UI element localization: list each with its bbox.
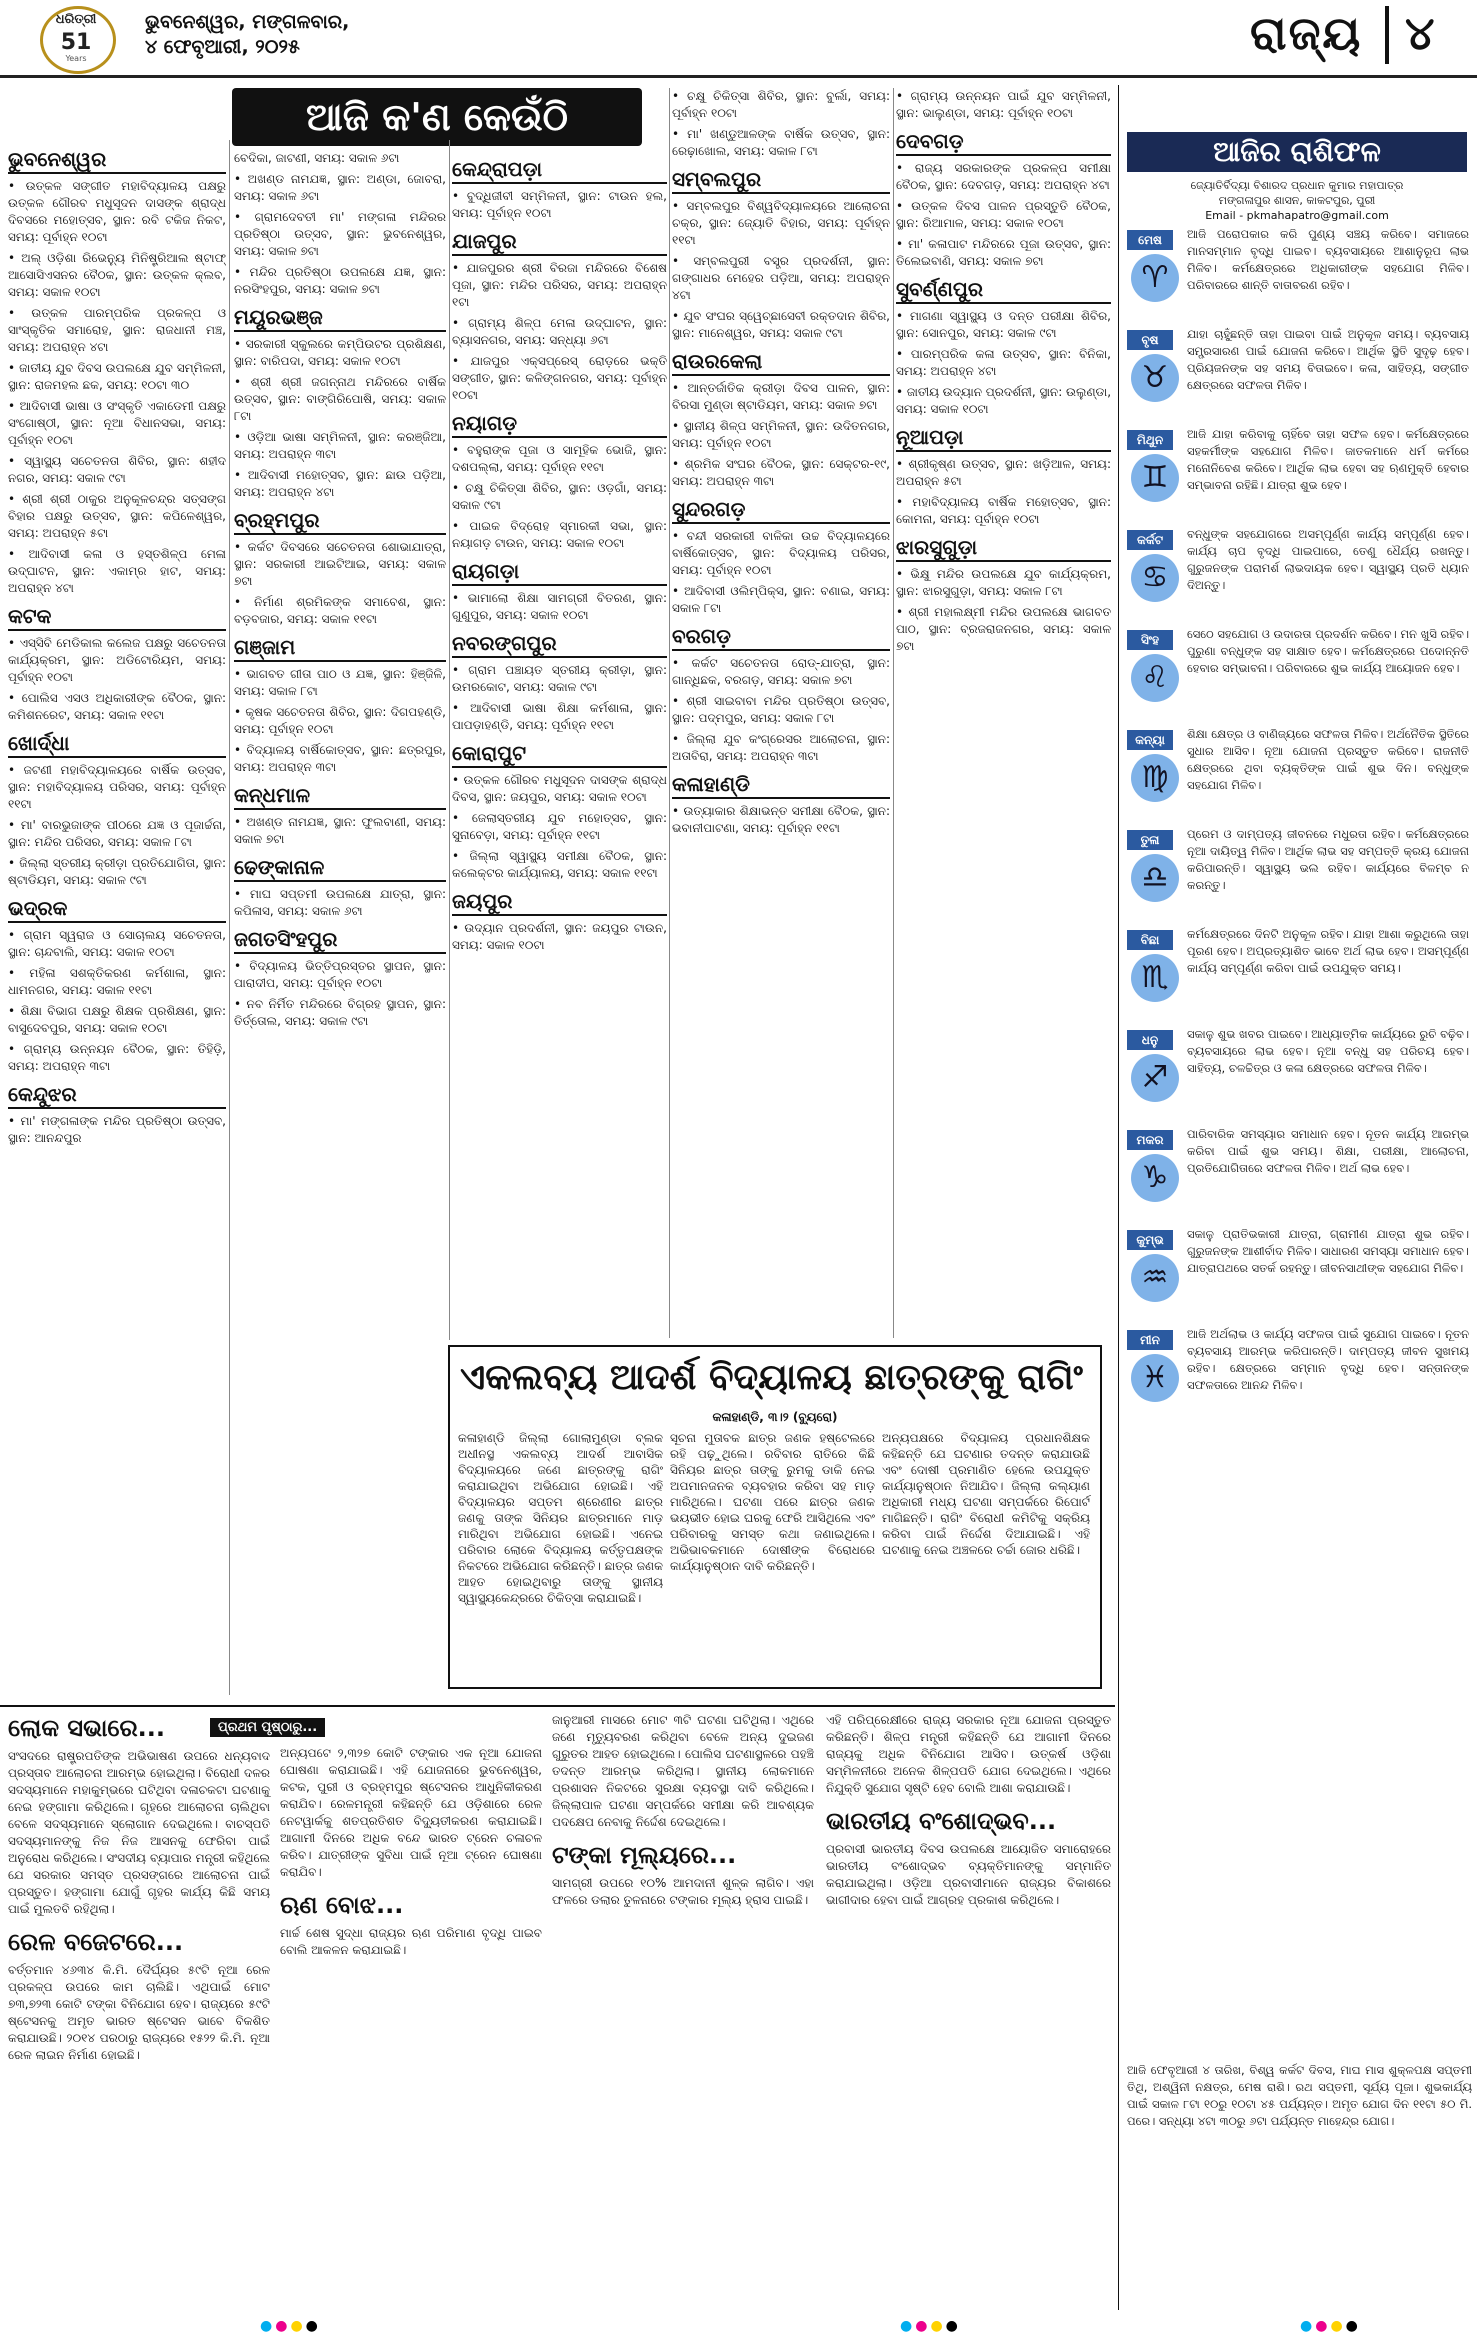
rashi-name: ମକର xyxy=(1127,1130,1173,1150)
event-item: • ଉଦ୍ୟାନ ପ୍ରଦର୍ଶନୀ, ସ୍ଥାନ: ଜୟପୁର ଟାଉନ, ସମୟ: ସକାଳ ୧୦ଟା xyxy=(452,921,667,952)
rashi-entry xyxy=(1127,1022,1472,1122)
event-item: • ପାରମ୍ପରିକ କଳା ଉତ୍ସବ, ସ୍ଥାନ: ବିନିକା, ସମୟ: ଅପରାହ୍ନ ୪ଟା xyxy=(896,347,1111,378)
section-rule xyxy=(0,1705,1115,1707)
logo-years-label: Years xyxy=(65,54,87,63)
event-item: • ଉତ୍କଳ ପାରମ୍ପରିକ ପ୍ରକଳ୍ପ ଓ ସାଂସ୍କୃତିକ ସମାରୋହ, ସ୍ଥାନ: ରାଜଧାନୀ ମଞ୍ଚ, ସମୟ: ଅପରାହ୍ନ ୪ଟା xyxy=(8,306,226,354)
logo-anniversary-number: 51 xyxy=(60,30,92,55)
zodiac-icon: ♐ xyxy=(1131,1054,1179,1102)
event-item: • ମା' କଳାପାଟ ମନ୍ଦିରରେ ପୂଜା ଉତ୍ସବ, ସ୍ଥାନ: ତିଲେଇବାଣି, ସମୟ: ସକାଳ ୭ଟା xyxy=(896,237,1111,268)
event-item: • ଯୁବ ସଂଘର ସ୍ୱେଚ୍ଛାସେବୀ ରକ୍ତଦାନ ଶିବିର, ସ୍ଥାନ: ମାନେଶ୍ୱର, ସମୟ: ସକାଳ ୯ଟା xyxy=(672,309,890,340)
rashifal-author xyxy=(1127,178,1467,223)
bharatiya-headline: ଭାରତୀୟ ବଂଶୋଦ୍ଭବ... xyxy=(826,1807,1057,1835)
event-item: • ନବ ନିର୍ମିତ ମନ୍ଦିରରେ ବିଗ୍ରହ ସ୍ଥାପନ, ସ୍ଥାନ: ତିର୍ତ୍ତୋଲ, ସମୟ: ସକାଳ ୯ଟା xyxy=(234,997,446,1028)
event-item: • ସ୍ୱାସ୍ଥ୍ୟ ସଚେତନତା ଶିବିର, ସ୍ଥାନ: ଶହୀଦ ନଗର, ସମୟ: ସକାଳ ୯ଟା xyxy=(8,454,226,485)
rashi-name: ଧନୁ xyxy=(1127,1030,1173,1050)
rashi-entry xyxy=(1127,422,1472,522)
newspaper-logo xyxy=(22,6,130,68)
column-divider xyxy=(1118,85,1119,2310)
event-item: • କର୍କଟ ସଚେତନତା ରୋଡ୍‌-ଯାତ୍ରା, ସ୍ଥାନ: ଗାନ୍ଧିଛକ, ବରଗଡ଼, ସମୟ: ସକାଳ ୭ଟା xyxy=(672,656,890,687)
event-item: • ଜଟଣୀ ମହାବିଦ୍ୟାଳୟରେ ବାର୍ଷିକ ଉତ୍ସବ, ସ୍ଥାନ: ମହାବିଦ୍ୟାଳୟ ପରିସର, ସମୟ: ପୂର୍ବାହ୍ନ ୧୧ଟା xyxy=(8,763,226,811)
rashi-entry xyxy=(1127,322,1472,422)
event-item: • ଆଦିବାସୀ କଳା ଓ ହସ୍ତଶିଳ୍ପ ମେଳା ଉଦ୍‌ଘାଟନ, ସ୍ଥାନ: ଏକାମ୍ର ହାଟ, ସମୟ: ଅପରାହ୍ନ ୪ଟା xyxy=(8,547,226,595)
event-item: • ଉତ୍ୟାକାର ଶିକ୍ଷାଭନ୍ତ ସମୀକ୍ଷା ବୈଠକ, ସ୍ଥାନ: ଭବାନୀପାଟଣା, ସମୟ: ପୂର୍ବାହ୍ନ ୧୧ଟା xyxy=(672,804,890,835)
district-heading: କଟକ xyxy=(8,603,226,631)
event-item: • ଭାମାଲୋ ଶିକ୍ଷା ସାମଗ୍ରୀ ବିତରଣ, ସ୍ଥାନ: ଗୁଣୁପୁର, ସମୟ: ସକାଳ ୧୦ଟା xyxy=(452,591,667,622)
event-item: • ବିଦ୍ୟାଳୟ ଭିତ୍ତିପ୍ରସ୍ତର ସ୍ଥାପନ, ସ୍ଥାନ: ପାରାଦୀପ, ସମୟ: ପୂର୍ବାହ୍ନ ୧୦ଟା xyxy=(234,959,446,990)
rashi-name: କର୍କଟ xyxy=(1127,530,1173,550)
events-column-3 xyxy=(452,150,667,958)
zodiac-icon: ♈ xyxy=(1131,254,1179,302)
event-item: • ଯାଜପୁର ଏକ୍ସପ୍ରେସ୍‌ ରୋଡ଼ରେ ଭକ୍ତି ସଙ୍ଗୀତ, ସ୍ଥାନ: କଳିଙ୍ଗନଗର, ସମୟ: ପୂର୍ବାହ୍ନ ୧୦ଟା xyxy=(452,354,667,402)
event-item: • ବନ୍ଦୀ ସରକାରୀ ବାଳିକା ଉଚ୍ଚ ବିଦ୍ୟାଳୟରେ ବାର୍ଷିକୋତ୍ସବ, ସ୍ଥାନ: ବିଦ୍ୟାଳୟ ପରିସର, ସମୟ: ପୂର୍ବାହ୍ନ ୧୦ଟା xyxy=(672,529,890,577)
event-item: • ଭାଗବତ ଗୀତା ପାଠ ଓ ଯଜ୍ଞ, ସ୍ଥାନ: ହିଞ୍ଜିଳି, ସମୟ: ସକାଳ ୮ଟା xyxy=(234,667,446,698)
event-item: • ମହାବିଦ୍ୟାଳୟ ବାର୍ଷିକ ମହୋତ୍ସବ, ସ୍ଥାନ: କୋମନା, ସମୟ: ପୂର୍ବାହ୍ନ ୧୦ଟା xyxy=(896,495,1111,526)
district-heading: ଗଞ୍ଜାମ xyxy=(234,634,446,662)
tanka-headline: ଟଙ୍କା ମୂଲ୍ୟରେ... xyxy=(552,1841,737,1869)
district-heading: ନୟାଗଡ଼ xyxy=(452,410,667,438)
event-item: • ସମ୍ବଲପୁରୀ ବସ୍ତ୍ର ପ୍ରଦର୍ଶନୀ, ସ୍ଥାନ: ଗଙ୍ଗାଧର ମେହେର ପଡ଼ିଆ, ସମୟ: ଅପରାହ୍ନ ୪ଟା xyxy=(672,254,890,302)
rashi-text: ପାରିବାରିକ ସମସ୍ୟାର ସମାଧାନ ହେବ। ନୂତନ କାର୍ଯ୍ୟ ଆରମ୍ଭ କରିବା ପାଇଁ ଶୁଭ ସମୟ। ଶିକ୍ଷା, ପରୀକ୍ଷା, ଆଲୋଚନା, ପ୍ରତିଯୋଗିତାରେ ସଫଳତା ମିଳିବ। ଅର୍ଥ ଲାଭ ହେବ। xyxy=(1187,1127,1469,1175)
lok-sabha-headline: ଲୋକ ସଭାରେ... xyxy=(8,1714,166,1742)
zodiac-icon: ♒ xyxy=(1131,1254,1179,1302)
district-heading: ସୁନ୍ଦରଗଡ଼ xyxy=(672,496,890,524)
event-item: • ଆଦିବାସୀ ମହୋତ୍ସବ, ସ୍ଥାନ: ଛାଉ ପଡ଼ିଆ, ସମୟ: ଅପରାହ୍ନ ୪ଟା xyxy=(234,468,446,499)
event-item: • ଓଡ଼ିଆ ଭାଷା ସମ୍ମିଳନୀ, ସ୍ଥାନ: କରଞ୍ଜିଆ, ସମୟ: ଅପରାହ୍ନ ୩ଟା xyxy=(234,430,446,461)
district-heading: ଯାଜପୁର xyxy=(452,228,667,256)
tanka-text: ସାମଗ୍ରୀ ଉପରେ ୧୦% ଆମଦାନୀ ଶୁଳ୍କ ଲାଗିବ। ଏହା ଫଳରେ ଡଲାର ତୁଳନାରେ ଟଙ୍କାର ମୂଲ୍ୟ ହ୍ରାସ ପାଇଛି। xyxy=(552,1876,814,1907)
district-heading: ରାଉରକେଲା xyxy=(672,348,890,376)
column-divider xyxy=(669,88,670,1338)
rashi-entry xyxy=(1127,822,1472,922)
rashi-entry xyxy=(1127,1222,1472,1322)
event-item: • ସରକାରୀ ସ୍କୁଲରେ କମ୍ପିଉଟର ପ୍ରଶିକ୍ଷଣ, ସ୍ଥାନ: ବାରିପଦା, ସମୟ: ସକାଳ ୧୦ଟା xyxy=(234,337,446,368)
event-item: • ଶ୍ରୀକୃଷ୍ଣ ଉତ୍ସବ, ସ୍ଥାନ: ଖଡ଼ିଆଳ, ସମୟ: ଅପରାହ୍ନ ୫ଟା xyxy=(896,457,1111,488)
event-item: • ବିଦ୍ୟାଳୟ ବାର୍ଷିକୋତ୍ସବ, ସ୍ଥାନ: ଛତ୍ରପୁର, ସମୟ: ଅପରାହ୍ନ ୩ଟା xyxy=(234,743,446,774)
rashi-entry xyxy=(1127,722,1472,822)
district-heading: ରାୟଗଡ଼ା xyxy=(452,558,667,586)
event-item: • ଅଖଣ୍ଡ ନାମଯଜ୍ଞ, ସ୍ଥାନ: ଫୁଲବାଣୀ, ସମୟ: ସକାଳ ୭ଟା xyxy=(234,815,446,846)
runa-text: ମାର୍ଚ୍ଚ ଶେଷ ସୁଦ୍ଧା ରାଜ୍ୟର ଋଣ ପରିମାଣ ବୃଦ୍ଧି ପାଇବ ବୋଲି ଆକଳନ କରାଯାଇଛି। xyxy=(280,1926,542,1957)
lower-col2-text: ଅନ୍ୟପଟେ ୨,୩୨୭ କୋଟି ଟଙ୍କାର ଏକ ନୂଆ ଯୋଜନା ଘୋଷଣା କରାଯାଇଛି। ଏହି ଯୋଜନାରେ ଭୁବନେଶ୍ୱର, କଟକ, ପୁରୀ ଓ ବ୍ରହ୍ମପୁର ଷ୍ଟେସନର ଆଧୁନିକୀକରଣ କରାଯିବ। ରେଳମନ୍ତ୍ରୀ କହିଛନ୍ତି ଯେ ଓଡ଼ିଶାରେ ରେଳ ନେଟୱାର୍କକୁ ଶତପ୍ରତିଶତ ବିଦ୍ୟୁତୀକରଣ କରାଯାଇଛି। ଆଗାମୀ ଦିନରେ ଅଧିକ ବନ୍ଦେ ଭାରତ ଟ୍ରେନ ଚଳାଚଳ କରିବ। ଯାତ୍ରୀଙ୍କ ସୁବିଧା ପାଇଁ ନୂଆ ଟ୍ରେନ ଘୋଷଣା କରାଯିବ। xyxy=(280,1746,542,1879)
event-item: • ଗ୍ରାମଦେବତୀ ମା' ମଙ୍ଗଳା ମନ୍ଦିରର ପ୍ରତିଷ୍ଠା ଉତ୍ସବ, ସ୍ଥାନ: ଭୁବନେଶ୍ୱର, ସମୟ: ସକାଳ ୭ଟା xyxy=(234,210,446,258)
lower-col4-text: ଏହି ପରିପ୍ରେକ୍ଷୀରେ ରାଜ୍ୟ ସରକାର ନୂଆ ଯୋଜନା ପ୍ରସ୍ତୁତ କରିଛନ୍ତି। ଶିଳ୍ପ ମନ୍ତ୍ରୀ କହିଛନ୍ତି ଯେ ଆଗାମୀ ଦିନରେ ରାଜ୍ୟକୁ ଅଧିକ ବିନିଯୋଗ ଆସିବ। ଉତ୍କର୍ଷ ଓଡ଼ିଶା ସମ୍ମିଳନୀରେ ଅନେକ ଶିଳ୍ପପତି ଯୋଗ ଦେଇଥିଲେ। ଏଥିରେ ନିଯୁକ୍ତି ସୁଯୋଗ ସୃଷ୍ଟି ହେବ ବୋଲି ଆଶା କରାଯାଉଛି। xyxy=(826,1713,1111,1795)
story-headline: ଏକଲବ୍ୟ ଆଦର୍ଶ ବିଦ୍ୟାଳୟ ଛାତ୍ରଙ୍କୁ ରାଗିଂ xyxy=(460,1357,1083,1398)
column-divider xyxy=(229,140,230,1695)
events-column-4 xyxy=(672,88,890,841)
event-item: • ଗ୍ରାମ ସ୍ୱରାଜ ଓ ସୋଚାଲୟ ସଚେତନତା, ସ୍ଥାନ: ଚାନ୍ଦବାଲି, ସମୟ: ସକାଳ ୧୦ଟା xyxy=(8,928,226,959)
event-item: • ଚକ୍ଷୁ ଚିକିତ୍ସା ଶିବିର, ସ୍ଥାନ: ବୁର୍ଲା, ସମୟ: ପୂର୍ବାହ୍ନ ୧୦ଟା xyxy=(672,89,890,120)
event-item: • ଉତ୍କଳ ଦିବସ ପାଳନ ପ୍ରସ୍ତୁତି ବୈଠକ, ସ୍ଥାନ: ରିଆମାଳ, ସମୟ: ସକାଳ ୧୦ଟା xyxy=(896,199,1111,230)
district-heading: କେନ୍ଦ୍ରାପଡ଼ା xyxy=(452,156,667,184)
event-item: • ଶ୍ରୀ ମହାଲକ୍ଷ୍ମୀ ମନ୍ଦିର ଉପଲକ୍ଷେ ଭାଗବତ ପାଠ, ସ୍ଥାନ: ବ୍ରଜରାଜନଗର, ସମୟ: ସକାଳ ୭ଟା xyxy=(896,605,1111,653)
district-heading: କଳାହାଣ୍ଡି xyxy=(672,771,890,799)
event-item: • ଗ୍ରାମ୍ୟ ଉନ୍ନୟନ ପାଇଁ ଯୁବ ସମ୍ମିଳନୀ, ସ୍ଥାନ: ଭାଲୁଣ୍ଡା, ସମୟ: ପୂର୍ବାହ୍ନ ୧୦ଟା xyxy=(896,89,1111,120)
district-heading: ଦେବଗଡ଼ xyxy=(896,128,1111,156)
event-item: • ମହିଳା ସଶକ୍ତିକରଣ କର୍ମଶାଳା, ସ୍ଥାନ: ଧାମନଗର, ସମୟ: ସକାଳ ୧୧ଟା xyxy=(8,966,226,997)
district-heading: ଢେଙ୍କାନାଳ xyxy=(234,854,446,882)
zodiac-icon: ♏ xyxy=(1131,954,1179,1002)
rashi-text: ବନ୍ଧୁଙ୍କ ସହଯୋଗରେ ଅସମ୍ପୂର୍ଣ୍ଣ କାର୍ଯ୍ୟ ସମ୍ପୂର୍ଣ୍ଣ ହେବ। କାର୍ଯ୍ୟ ଚାପ ବୃଦ୍ଧି ପାଇପାରେ, ତେଣୁ ଧୈର୍ଯ୍ୟ ରଖନ୍ତୁ। ଗୁରୁଜନଙ୍କ ପରାମର୍ଶ ଲାଭଦାୟକ ହେବ। ସ୍ୱାସ୍ଥ୍ୟ ପ୍ରତି ଧ୍ୟାନ ଦିଅନ୍ତୁ। xyxy=(1187,527,1469,592)
rashi-text: ସକାଳୁ ଶୁଭ ଖବର ପାଇବେ। ଆଧ୍ୟାତ୍ମିକ କାର୍ଯ୍ୟରେ ରୁଚି ବଢ଼ିବ। ବ୍ୟବସାୟରେ ଲାଭ ହେବ। ନୂଆ ବନ୍ଧୁ ସହ ପରିଚୟ ହେବ। ସାହିତ୍ୟ, ଚଳଚ୍ଚିତ୍ର ଓ କଳା କ୍ଷେତ୍ରରେ ସଫଳତା ମିଳିବ। xyxy=(1187,1027,1469,1075)
district-heading: ଭୁବନେଶ୍ୱର xyxy=(8,146,226,174)
dateline-date: ୪ ଫେବୃଆରୀ, ୨୦୨୫ xyxy=(145,36,300,58)
continued-tag: ପ୍ରଥମ ପୃଷ୍ଠାରୁ... xyxy=(210,1718,325,1737)
event-item: • ଭିକ୍ଷୁ ମନ୍ଦିର ଉପଲକ୍ଷେ ଯୁବ କାର୍ଯ୍ୟକ୍ରମ, ସ୍ଥାନ: ଝାରସୁଗୁଡ଼ା, ସମୟ: ସକାଳ ୮ଟା xyxy=(896,567,1111,598)
event-item: • ଜାତୀୟ ଯୁବ ଦିବସ ଉପଲକ୍ଷେ ଯୁବ ସମ୍ମିଳନୀ, ସ୍ଥାନ: ରାଜମହଲ ଛକ, ସମୟ: ୧୦ଟା ୩୦ xyxy=(8,361,226,392)
rashi-name: କୁମ୍ଭ xyxy=(1127,1230,1173,1250)
event-item: • ଏସ୍‌ସିବି ମେଡିକାଲ କଲେଜ ପକ୍ଷରୁ ସଚେତନତା କାର୍ଯ୍ୟକ୍ରମ, ସ୍ଥାନ: ଅଡିଟୋରିୟମ, ସମୟ: ପୂର୍ବାହ୍ନ ୧୦ଟା xyxy=(8,636,226,684)
story-column-2: ସୂଚନା ମୁତାବକ ଛାତ୍ର ଜଣକ ହଷ୍ଟେଲରେ ରହି ପଢ଼ୁଥିଲେ। ରବିବାର ରାତିରେ କିଛି ସିନିୟର ଛାତ୍ର ତାଙ୍କୁ ରୁମକୁ ଡାକି ନେଇ ଅପମାନଜନକ ବ୍ୟବହାର କରିବା ସହ ମାଡ଼ ମାରିଥିଲେ। ଘଟଣା ପରେ ଛାତ୍ର ଜଣକ ଭୟଭୀତ ହୋଇ ଘରକୁ ଫେରି ଆସିଥିଲେ ଏବଂ ପରିବାରକୁ ସମସ୍ତ କଥା ଜଣାଇଥିଲେ। ଅଭିଭାବକମାନେ ଦୋଷୀଙ୍କ ବିରୋଧରେ କାର୍ଯ୍ୟାନୁଷ୍ଠାନ ଦାବି କରିଛନ୍ତି। xyxy=(670,1431,875,1573)
story-column-1: କଳାହାଣ୍ଡି ଜିଲ୍ଲା ଗୋଲାମୁଣ୍ଡା ବ୍ଲକ ଅଧୀନସ୍ଥ ଏକଲବ୍ୟ ଆଦର୍ଶ ଆବାସିକ ବିଦ୍ୟାଳୟରେ ଜଣେ ଛାତ୍ରଙ୍କୁ ରାଗିଂ କରାଯାଇଥିବା ଅଭିଯୋଗ ହୋଇଛି। ଏହି ବିଦ୍ୟାଳୟର ସପ୍ତମ ଶ୍ରେଣୀର ଛାତ୍ର ଜଣକୁ ତାଙ୍କ ସିନିୟର ଛାତ୍ରମାନେ ମାଡ଼ ମାରିଥିବା ଅଭିଯୋଗ ହୋଇଛି। ଏନେଇ ପରିବାର ଲୋକେ ବିଦ୍ୟାଳୟ କର୍ତ୍ତୃପକ୍ଷଙ୍କ ନିକଟରେ ଅଭିଯୋଗ କରିଛନ୍ତି। ଛାତ୍ର ଜଣକ ଆହତ ହୋଇଥିବାରୁ ତାଙ୍କୁ ସ୍ଥାନୀୟ ସ୍ୱାସ୍ଥ୍ୟକେନ୍ଦ୍ରରେ ଚିକିତ୍ସା କରାଯାଇଛି। xyxy=(458,1431,663,1605)
district-heading: ଖୋର୍ଦ୍ଧା xyxy=(8,730,226,758)
event-item: • ପାଇକ ବିଦ୍ରୋହ ସ୍ମାରକୀ ସଭା, ସ୍ଥାନ: ନୟାଗଡ଼ ଟାଉନ, ସମୟ: ସକାଳ ୧୦ଟା xyxy=(452,519,667,550)
events-column-2 xyxy=(234,150,446,1034)
rashi-name: ମୀନ xyxy=(1127,1330,1173,1350)
district-heading: ନବରଙ୍ଗପୁର xyxy=(452,630,667,658)
event-item: • ମାଘ ସପ୍ତମୀ ଉପଲକ୍ଷେ ଯାତ୍ରା, ସ୍ଥାନ: କପିଳାସ, ସମୟ: ସକାଳ ୬ଟା xyxy=(234,887,446,918)
event-item: • ଅଲ୍‌ ଓଡ଼ିଶା ରିଭେନ୍ୟୁ ମିନିଷ୍ଟ୍ରିଆଲ ଷ୍ଟାଫ୍‌ ଆସୋସିଏସନର ବୈଠକ, ସ୍ଥାନ: ଉତ୍କଳ କ୍ଲବ, ସମୟ: ସକାଳ ୧୦ଟା xyxy=(8,251,226,299)
dateline xyxy=(145,10,349,60)
event-item: • ମାଗଣା ସ୍ୱାସ୍ଥ୍ୟ ଓ ଦନ୍ତ ପରୀକ୍ଷା ଶିବିର, ସ୍ଥାନ: ସୋନପୁର, ସମୟ: ସକାଳ ୯ଟା xyxy=(896,309,1111,340)
lower-column-4 xyxy=(826,1712,1111,1909)
event-item: • ଶ୍ରୀ ସାଇବାବା ମନ୍ଦିର ପ୍ରତିଷ୍ଠା ଉତ୍ସବ, ସ୍ଥାନ: ପଦ୍ମପୁର, ସମୟ: ସକାଳ ୮ଟା xyxy=(672,694,890,725)
rashi-text: ଆଜି ଯାହା କରିବାକୁ ଚାହିଁବେ ତାହା ସଫଳ ହେବ। କର୍ମକ୍ଷେତ୍ରରେ ସହକର୍ମୀଙ୍କ ସହଯୋଗ ମିଳିବ। ଜାତକମାନେ ଧର୍ମ କର୍ମରେ ମନୋନିବେଶ କରିବେ। ଆର୍ଥିକ ଲାଭ ହେବା ସହ ଋଣମୁକ୍ତି ହେବାର ସମ୍ଭାବନା ରହିଛି। ଯାତ୍ରା ଶୁଭ ହେବ। xyxy=(1187,427,1469,492)
event-item: • ଆଦିବାସୀ ଓଲିମ୍ପିକ୍ସ, ସ୍ଥାନ: ବଣାଇ, ସମୟ: ସକାଳ ୮ଟା xyxy=(672,584,890,615)
event-item: • କୃଷକ ସଚେତନତା ଶିବିର, ସ୍ଥାନ: ଦିଗପହଣ୍ଡି, ସମୟ: ପୂର୍ବାହ୍ନ ୧୦ଟା xyxy=(234,705,446,736)
zodiac-icon: ♌ xyxy=(1131,654,1179,702)
page-number: ୪ xyxy=(1405,6,1435,60)
print-registration-marks: ●●●● xyxy=(900,2318,961,2334)
event-item: • ଯାଜପୁରର ଶ୍ରୀ ବିରଜା ମନ୍ଦିରରେ ବିଶେଷ ପୂଜା, ସ୍ଥାନ: ମନ୍ଦିର ପରିସର, ସମୟ: ଅପରାହ୍ନ ୧ଟା xyxy=(452,261,667,309)
rashi-text: ସକାଳୁ ପ୍ରାତିଭକାରୀ ଯାତ୍ରା, ଗ୍ରାମୀଣ ଯାତ୍ରା ଶୁଭ ରହିବ। ଗୁରୁଜନଙ୍କ ଆଶୀର୍ବାଦ ମିଳିବ। ସାଧାରଣ ସମସ୍ୟା ସମାଧାନ ହେବ। ଯାତ୍ରାପଥରେ ସତର୍କ ରହନ୍ତୁ। ଜୀବନସାଥୀଙ୍କ ସହଯୋଗ ମିଳିବ। xyxy=(1187,1227,1469,1275)
event-item: • ଶିକ୍ଷା ବିଭାଗ ପକ୍ଷରୁ ଶିକ୍ଷକ ପ୍ରଶିକ୍ଷଣ, ସ୍ଥାନ: ବାସୁଦେବପୁର, ସମୟ: ସକାଳ ୧୦ଟା xyxy=(8,1004,226,1035)
rashi-name: ସିଂହ xyxy=(1127,630,1173,650)
rail-budget-headline: ରେଳ ବଜେଟରେ... xyxy=(8,1928,184,1956)
rashi-text: ପ୍ରେମ ଓ ଦାମ୍ପତ୍ୟ ଜୀବନରେ ମଧୁରତା ରହିବ। କର୍ମକ୍ଷେତ୍ରରେ ନୂଆ ଦାୟିତ୍ୱ ମିଳିବ। ଆର୍ଥିକ ଲାଭ ସହ ସମ୍ପତ୍ତି କ୍ରୟ ଯୋଜନା କରିପାରନ୍ତି। ସ୍ୱାସ୍ଥ୍ୟ ଭଲ ରହିବ। କାର୍ଯ୍ୟରେ ବିଳମ୍ବ ନ କରନ୍ତୁ। xyxy=(1187,827,1469,892)
lower-column-2 xyxy=(280,1745,542,1959)
rashifal-author-email: Email - pkmahapatro@gmail.com xyxy=(1205,209,1389,222)
rail-budget-text: ବର୍ତ୍ତମାନ ୪୬୩୪ କି.ମି. ଦୈର୍ଘ୍ୟର ୫୯ଟି ନୂଆ ରେଳ ପ୍ରକଳ୍ପ ଉପରେ କାମ ଚାଲିଛି। ଏଥିପାଇଁ ମୋଟ ୭୩,୭୨୩ କୋଟି ଟଙ୍କା ବିନିଯୋଗ ହେବ। ରାଜ୍ୟରେ ୫୯ଟି ଷ୍ଟେସନକୁ ଅମୃତ ଭାରତ ଷ୍ଟେସନ ଭାବେ ବିକଶିତ କରାଯାଉଛି। ୨୦୧୪ ପରଠାରୁ ରାଜ୍ୟରେ ୧୫୨୨ କି.ମି. ନୂଆ ରେଳ ଲାଇନ ନିର୍ମାଣ ହୋଇଛି। xyxy=(8,1963,270,2062)
rashi-entry xyxy=(1127,1122,1472,1222)
rashi-text: ଯାହା ଚାହୁଁଛନ୍ତି ତାହା ପାଇବା ପାଇଁ ଅନୁକୂଳ ସମୟ। ବ୍ୟବସାୟ ସମ୍ପ୍ରସାରଣ ପାଇଁ ଯୋଜନା କରିବେ। ଆର୍ଥିକ ସ୍ଥିତି ସୁଦୃଢ଼ ହେବ। ପ୍ରିୟଜନଙ୍କ ସହ ସମୟ ବିତାଇବେ। କଳା, ସାହିତ୍ୟ, ସଙ୍ଗୀତ କ୍ଷେତ୍ରରେ ସଫଳତା ମିଳିବ। xyxy=(1187,327,1469,392)
event-item: • ଚକ୍ଷୁ ଚିକିତ୍ସା ଶିବିର, ସ୍ଥାନ: ଓଡ଼ଗାଁ, ସମୟ: ସକାଳ ୯ଟା xyxy=(452,481,667,512)
event-item: • ଗ୍ରାମ୍ୟ ଉନ୍ନୟନ ବୈଠକ, ସ୍ଥାନ: ତିହିଡ଼ି, ସମୟ: ଅପରାହ୍ନ ୩ଟା xyxy=(8,1042,226,1073)
district-heading: ବ୍ରହ୍ମପୁର xyxy=(234,507,446,535)
panchang-note: ଆଜି ଫେବୃଆରୀ ୪ ତାରିଖ, ବିଶ୍ୱ କର୍କଟ ଦିବସ, ମାଘ ମାସ ଶୁକ୍ଳପକ୍ଷ ସପ୍ତମୀ ତିଥି, ଅଶ୍ୱିନୀ ନକ୍ଷତ୍ର, ମେଷ ରାଶି। ରଥ ସପ୍ତମୀ, ସୂର୍ଯ୍ୟ ପୂଜା। ଶୁଭକାର୍ଯ୍ୟ ପାଇଁ ସକାଳ ୮ଟା ୧୦ରୁ ୧୦ଟା ୪୫ ପର୍ଯ୍ୟନ୍ତ। ଅମୃତ ଯୋଗ ଦିନ ୧୧ଟା ୫୦ ମି. ପରେ। ସନ୍ଧ୍ୟା ୪ଟା ୩୦ରୁ ୬ଟା ପର୍ଯ୍ୟନ୍ତ ମାହେନ୍ଦ୍ର ଯୋଗ। xyxy=(1127,2063,1472,2128)
event-item: • ଜାତୀୟ ଉଦ୍ୟାନ ପ୍ରଦର୍ଶନୀ, ସ୍ଥାନ: ଉଲୁଣ୍ଡା, ସମୟ: ସକାଳ ୧୦ଟା xyxy=(896,385,1112,416)
district-heading: କୋରାପୁଟ xyxy=(452,740,667,768)
district-heading: ସୁବର୍ଣ୍ଣପୁର xyxy=(896,276,1111,304)
district-heading: ବରଗଡ଼ xyxy=(672,623,890,651)
event-item: • ଆଦିବାସୀ ଭାଷା ଓ ସଂସ୍କୃତି ଏକାଡେମୀ ପକ୍ଷରୁ ସଂଗୋଷ୍ଠୀ, ସ୍ଥାନ: ନୂଆ ବିଧାନସଭା, ସମୟ: ପୂର୍ବାହ୍ନ ୧୦ଟା xyxy=(8,399,226,447)
event-item: • ନିର୍ମାଣ ଶ୍ରମିକଙ୍କ ସମାବେଶ, ସ୍ଥାନ: ବଡ଼ବଜାର, ସମୟ: ସକାଳ ୧୧ଟା xyxy=(234,595,446,626)
rashi-text: ଆଜି ପରୋପକାର କରି ପୁଣ୍ୟ ସଞ୍ଚୟ କରିବେ। ସମାଜରେ ମାନସମ୍ମାନ ବୃଦ୍ଧି ପାଇବ। ବ୍ୟବସାୟରେ ଆଶାନୁରୂପ ଲାଭ ମିଳିବ। କର୍ମକ୍ଷେତ୍ରରେ ଅଧିକାରୀଙ୍କ ସହଯୋଗ ମିଳିବ। ପରିବାରରେ ଶାନ୍ତି ବାତାବରଣ ରହିବ। xyxy=(1187,227,1469,292)
rashi-name: କନ୍ୟା xyxy=(1127,730,1173,750)
event-item: • ସମ୍ବଲପୁର ବିଶ୍ୱବିଦ୍ୟାଳୟରେ ଆଲୋଚନା ଚକ୍ର, ସ୍ଥାନ: ଜ୍ୟୋତି ବିହାର, ସମୟ: ପୂର୍ବାହ୍ନ ୧୧ଟା xyxy=(672,199,890,247)
district-heading: ଭଦ୍ରକ xyxy=(8,895,226,923)
event-item: • ମା' ବାରଭୁଜାଙ୍କ ପୀଠରେ ଯଜ୍ଞ ଓ ପୂଜାର୍ଚ୍ଚନା, ସ୍ଥାନ: ମନ୍ଦିର ପରିସର, ସମୟ: ସକାଳ ୮ଟା xyxy=(8,818,226,849)
events-column-5 xyxy=(896,88,1111,659)
logo-name: ଧରିତ୍ରୀ xyxy=(55,12,97,27)
district-heading: ଜୟପୁର xyxy=(452,888,667,916)
rashifal-banner: ଆଜିର ରାଶିଫଳ xyxy=(1127,132,1467,172)
bharatiya-text: ପ୍ରବାସୀ ଭାରତୀୟ ଦିବସ ଉପଲକ୍ଷେ ଆୟୋଜିତ ସମାରୋହରେ ଭାରତୀୟ ବଂଶୋଦ୍ଭବ ବ୍ୟକ୍ତିମାନଙ୍କୁ ସମ୍ମାନିତ କରାଯାଇଥିଲା। ଓଡ଼ିଆ ପ୍ରବାସୀମାନେ ରାଜ୍ୟର ବିକାଶରେ ଭାଗୀଦାର ହେବା ପାଇଁ ଆଗ୍ରହ ପ୍ରକାଶ କରିଥିଲେ। xyxy=(826,1842,1111,1907)
event-item: ବେଦିକା, ଜାଟଣୀ, ସମୟ: ସକାଳ ୬ଟା xyxy=(234,151,400,165)
zodiac-icon: ♓ xyxy=(1131,1354,1179,1402)
column-divider xyxy=(893,88,894,1338)
rashi-name: ମିଥୁନ xyxy=(1127,430,1173,450)
lower-column-1 xyxy=(8,1712,270,2064)
event-item: • ଆନ୍ତର୍ଜାତିକ କ୍ରୀଡ଼ା ଦିବସ ପାଳନ, ସ୍ଥାନ: ବିରସା ମୁଣ୍ଡା ଷ୍ଟାଡିୟମ, ସମୟ: ସକାଳ ୭ଟା xyxy=(672,381,890,412)
column-divider xyxy=(449,140,450,1340)
print-registration-marks: ●●●● xyxy=(260,2318,321,2334)
rashi-text: କର୍ମକ୍ଷେତ୍ରରେ ଦିନଟି ଅନୁକୂଳ ରହିବ। ଯାହା ଆଶା କରୁଥିଲେ ତାହା ପୂରଣ ହେବ। ଅପ୍ରତ୍ୟାଶିତ ଭାବେ ଅର୍ଥ ଲାଭ ହେବ। ଅସମ୍ପୂର୍ଣ୍ଣ କାର୍ଯ୍ୟ ସମ୍ପୂର୍ଣ୍ଣ କରିବା ପାଇଁ ଉପଯୁକ୍ତ ସମୟ। xyxy=(1187,927,1469,975)
events-banner: ଆଜି କ'ଣ କେଉଁଠି xyxy=(232,88,642,146)
lower-column-3 xyxy=(552,1712,814,1909)
rashi-entry xyxy=(1127,522,1472,622)
zodiac-icon: ♎ xyxy=(1131,854,1179,902)
event-item: • ବୁଦ୍ଧିଜୀବୀ ସମ୍ମିଳନୀ, ସ୍ଥାନ: ଟାଉନ ହଲ, ସମୟ: ପୂର୍ବାହ୍ନ ୧୦ଟା xyxy=(452,189,667,220)
lok-sabha-text: ସଂସଦରେ ରାଷ୍ଟ୍ରପତିଙ୍କ ଅଭିଭାଷଣ ଉପରେ ଧନ୍ୟବାଦ ପ୍ରସ୍ତାବ ଆଲୋଚନା ଆରମ୍ଭ ହୋଇଥିଲା। ବିରୋଧୀ ଦଳର ସଦସ୍ୟମାନେ ମହାକୁମ୍ଭରେ ଘଟିଥିବା ଦଳାଚକଟା ଘଟଣାକୁ ନେଇ ହଙ୍ଗାମା କରିଥିଲେ। ଗୃହରେ ଆଲୋଚନା ଚାଲିଥିବା ବେଳେ ସଦସ୍ୟମାନେ ସ୍ଲୋଗାନ ଦେଇଥିଲେ। ବାଚସ୍ପତି ସଦସ୍ୟମାନଙ୍କୁ ନିଜ ନିଜ ଆସନକୁ ଫେରିବା ପାଇଁ ଅନୁରୋଧ କରିଥିଲେ। ସଂସଦୀୟ ବ୍ୟାପାର ମନ୍ତ୍ରୀ କହିଥିଲେ ଯେ ସରକାର ସମସ୍ତ ପ୍ରସଙ୍ଗରେ ଆଲୋଚନା ପାଇଁ ପ୍ରସ୍ତୁତ। ହଙ୍ଗାମା ଯୋଗୁଁ ଗୃହର କାର୍ଯ୍ୟ କିଛି ସମୟ ପାଇଁ ମୁଲତବି ରହିଥିଲା। xyxy=(8,1749,270,1916)
zodiac-icon: ♋ xyxy=(1131,554,1179,602)
events-column-1 xyxy=(8,140,226,1151)
zodiac-icon: ♉ xyxy=(1131,354,1179,402)
rashi-name: ବିଛା xyxy=(1127,930,1173,950)
section-title: ରାଜ୍ୟ xyxy=(1250,6,1363,60)
event-item: • ଜିଲ୍ଲା ସ୍ୱାସ୍ଥ୍ୟ ସମୀକ୍ଷା ବୈଠକ, ସ୍ଥାନ: କଲେକ୍ଟର କାର୍ଯ୍ୟାଳୟ, ସମୟ: ସକାଳ ୧୧ଟା xyxy=(452,849,667,880)
rashi-text: ଆଜି ଅର୍ଥଲାଭ ଓ କାର୍ଯ୍ୟ ସଫଳତା ପାଇଁ ସୁଯୋଗ ପାଇବେ। ନୂତନ ବ୍ୟବସାୟ ଆରମ୍ଭ କରିପାରନ୍ତି। ଦାମ୍ପତ୍ୟ ଜୀବନ ସୁଖମୟ ରହିବ। କ୍ଷେତ୍ରରେ ସମ୍ମାନ ବୃଦ୍ଧି ହେବ। ସନ୍ତାନଙ୍କ ସଫଳତାରେ ଆନନ୍ଦ ମିଳିବ। xyxy=(1187,1327,1469,1392)
rashi-name: ବୃଷ xyxy=(1127,330,1173,350)
zodiac-icon: ♊ xyxy=(1131,454,1179,502)
rashi-name: ମେଷ xyxy=(1127,230,1173,250)
event-item: • ଜିଲ୍ଲା ଯୁବ କଂଗ୍ରେସର ଆଲୋଚନା, ସ୍ଥାନ: ଅତାବିରା, ସମୟ: ଅପରାହ୍ନ ୩ଟା xyxy=(672,732,890,763)
rashi-entry xyxy=(1127,1322,1472,1422)
district-heading: କନ୍ଧମାଳ xyxy=(234,782,446,810)
event-item: • ମା' ଖଣ୍ଡୁଆଳଙ୍କ ବାର୍ଷିକ ଉତ୍ସବ, ସ୍ଥାନ: ରେଢ଼ାଖୋଲ, ସମୟ: ସକାଳ ୮ଟା xyxy=(672,127,890,158)
runa-headline: ଋଣ ବୋଝ... xyxy=(280,1891,404,1919)
event-item: • ଗ୍ରାମ୍ୟ ଶିଳ୍ପ ମେଳା ଉଦ୍‌ଘାଟନ, ସ୍ଥାନ: ବ୍ୟାସନଗର, ସମୟ: ସନ୍ଧ୍ୟା ୬ଟା xyxy=(452,316,667,347)
event-item: • ଶ୍ରୀ ଶ୍ରୀ ଠାକୁର ଅନୁକୂଳଚନ୍ଦ୍ର ସତ୍ସଙ୍ଗ ବିହାର ପକ୍ଷରୁ ଉତ୍ସବ, ସ୍ଥାନ: କପିଳେଶ୍ୱର, ସମୟ: ଅପରାହ୍ନ ୫ଟା xyxy=(8,492,226,540)
district-heading: କେନ୍ଦୁଝର xyxy=(8,1081,226,1109)
district-heading: ନୂଆପଡ଼ା xyxy=(896,424,1111,452)
event-item: • ଆଦିବାସୀ ଭାଷା ଶିକ୍ଷା କର୍ମଶାଳା, ସ୍ଥାନ: ପାପଡ଼ାହଣ୍ଡି, ସମୟ: ପୂର୍ବାହ୍ନ ୧୧ଟା xyxy=(452,701,667,732)
event-item: • କର୍କଟ ଦିବସରେ ସଚେତନତା ଶୋଭାଯାତ୍ରା, ସ୍ଥାନ: ସରକାରୀ ଆଇଟିଆଇ, ସମୟ: ସକାଳ ୭ଟା xyxy=(234,540,446,588)
rashifal-author-name: ଜ୍ୟୋତିର୍ବିଦ୍ୟା ବିଶାରଦ ପ୍ରଧାନ କୁମାର ମହାପାତ୍ର xyxy=(1190,179,1404,192)
event-item: • ସ୍ଥାନୀୟ ଶିଳ୍ପ ସମ୍ମିଳନୀ, ସ୍ଥାନ: ଉଦିତନଗର, ସମୟ: ପୂର୍ବାହ୍ନ ୧୦ଟା xyxy=(672,419,890,450)
event-item: • ଜିଲ୍ଲା ସ୍ତରୀୟ କ୍ରୀଡ଼ା ପ୍ରତିଯୋଗିତା, ସ୍ଥାନ: ଷ୍ଟାଡିୟମ, ସମୟ: ସକାଳ ୯ଟା xyxy=(8,856,226,887)
rashi-entry xyxy=(1127,922,1472,1022)
event-item: • ରାଜ୍ୟ ସରକାରଙ୍କ ପ୍ରକଳ୍ପ ସମୀକ୍ଷା ବୈଠକ, ସ୍ଥାନ: ଦେବଗଡ଼, ସମୟ: ଅପରାହ୍ନ ୪ଟା xyxy=(896,161,1111,192)
print-registration-marks: ●●●● xyxy=(1300,2318,1361,2334)
section-divider xyxy=(1385,6,1389,64)
zodiac-icon: ♑ xyxy=(1131,1154,1179,1202)
rashi-text: ସେଠେ ସହଯୋଗ ଓ ଉଦାରତା ପ୍ରଦର୍ଶନ କରିବେ। ମନ ଖୁସି ରହିବ। ପୁରୁଣା ବନ୍ଧୁଙ୍କ ସହ ସାକ୍ଷାତ ହେବ। କର୍ମକ୍ଷେତ୍ରରେ ପଦୋନ୍ନତି ହେବାର ସମ୍ଭାବନା। ପରିବାରରେ ଶୁଭ କାର୍ଯ୍ୟ ଆୟୋଜନ ହେବ। xyxy=(1187,627,1469,675)
rashi-text: ଶିକ୍ଷା କ୍ଷେତ୍ର ଓ ବାଣିଜ୍ୟରେ ସଫଳତା ମିଳିବ। ଅର୍ଥନୈତିକ ସ୍ଥିତିରେ ସୁଧାର ଆସିବ। ନୂଆ ଯୋଜନା ପ୍ରସ୍ତୁତ କରିବେ। ରାଜନୀତି କ୍ଷେତ୍ରରେ ଥିବା ବ୍ୟକ୍ତିଙ୍କ ପାଇଁ ଶୁଭ ଦିନ। ବନ୍ଧୁଙ୍କ ସହଯୋଗ ମିଳିବ। xyxy=(1187,727,1469,792)
dateline-city-day: ଭୁବନେଶ୍ୱର, ମଙ୍ଗଳବାର, xyxy=(145,11,350,33)
district-heading: ସମ୍ବଲପୁର xyxy=(672,166,890,194)
event-item: • ଜେଲାସ୍ତରୀୟ ଯୁବ ମହୋତ୍ସବ, ସ୍ଥାନ: ସୁନାବେଡ଼ା, ସମୟ: ପୂର୍ବାହ୍ନ ୧୧ଟା xyxy=(452,811,667,842)
district-heading: ଜଗତସିଂହପୁର xyxy=(234,926,446,954)
event-item: • ଗ୍ରାମ ପଞ୍ଚାୟତ ସ୍ତରୀୟ କ୍ରୀଡ଼ା, ସ୍ଥାନ: ଉମରକୋଟ, ସମୟ: ସକାଳ ୯ଟା xyxy=(452,663,667,694)
event-item: • ଅଖଣ୍ଡ ନାମଯଜ୍ଞ, ସ୍ଥାନ: ଅଣ୍ଡା, ଜୋବରା, ସମୟ: ସକାଳ ୬ଟା xyxy=(234,172,446,203)
rashi-entry xyxy=(1127,622,1472,722)
event-item: • ଉତ୍କଳ ଗୌରବ ମଧୁସୂଦନ ଦାସଙ୍କ ଶ୍ରାଦ୍ଧ ଦିବସ, ସ୍ଥାନ: ଜୟପୁର, ସମୟ: ସକାଳ ୧୦ଟା xyxy=(452,773,667,804)
event-item: • ମନ୍ଦିର ପ୍ରତିଷ୍ଠା ଉପଲକ୍ଷେ ଯଜ୍ଞ, ସ୍ଥାନ: ନରସିଂହପୁର, ସମୟ: ସକାଳ ୭ଟା xyxy=(234,265,446,296)
rashi-entry xyxy=(1127,222,1472,322)
story-byline: କଳାହାଣ୍ଡି, ୩।୨ (ବ୍ୟୁରୋ) xyxy=(712,1410,838,1424)
event-item: • ପୋଲିସ ଏସଓ ଅଧିକାରୀଙ୍କ ବୈଠକ, ସ୍ଥାନ: କମିଶନରେଟ, ସମୟ: ସକାଳ ୧୧ଟା xyxy=(8,691,226,722)
lower-col3-text: ଜାନୁଆରୀ ମାସରେ ମୋଟ ୩ଟି ଘଟଣା ଘଟିଥିଲା। ଏଥିରେ ଜଣେ ମୃତ୍ୟୁବରଣ କରିଥିବା ବେଳେ ଅନ୍ୟ ଦୁଇଜଣ ଗୁରୁତର ଆହତ ହୋଇଥିଲେ। ପୋଲିସ ଘଟଣାସ୍ଥଳରେ ପହଞ୍ଚି ତଦନ୍ତ ଆରମ୍ଭ କରିଥିଲା। ସ୍ଥାନୀୟ ଲୋକମାନେ ପ୍ରଶାସନ ନିକଟରେ ସୁରକ୍ଷା ବ୍ୟବସ୍ଥା ଦାବି କରିଥିଲେ। ଜିଲ୍ଲାପାଳ ଘଟଣା ସମ୍ପର୍କରେ ସମୀକ୍ଷା କରି ଆବଶ୍ୟକ ପଦକ୍ଷେପ ନେବାକୁ ନିର୍ଦ୍ଦେଶ ଦେଇଥିଲେ। xyxy=(552,1713,814,1829)
rashi-name: ତୁଳା xyxy=(1127,830,1173,850)
story-column-3: ଅନ୍ୟପକ୍ଷରେ ବିଦ୍ୟାଳୟ ପ୍ରଧାନଶିକ୍ଷକ କହିଛନ୍ତି ଯେ ଘଟଣାର ତଦନ୍ତ କରାଯାଉଛି ଏବଂ ଦୋଷୀ ପ୍ରମାଣିତ ହେଲେ ଉପଯୁକ୍ତ କାର୍ଯ୍ୟାନୁଷ୍ଠାନ ନିଆଯିବ। ଜିଲ୍ଲା କଲ୍ୟାଣ ଅଧିକାରୀ ମଧ୍ୟ ଘଟଣା ସମ୍ପର୍କରେ ରିପୋର୍ଟ ମାଗିଛନ୍ତି। ରାଗିଂ ବିରୋଧୀ କମିଟିକୁ ସକ୍ରିୟ କରିବା ପାଇଁ ନିର୍ଦ୍ଦେଶ ଦିଆଯାଇଛି। ଏହି ଘଟଣାକୁ ନେଇ ଅଞ୍ଚଳରେ ଚର୍ଚ୍ଚା ଜୋର ଧରିଛି। xyxy=(882,1431,1090,1557)
district-heading: ମୟୂରଭଞ୍ଜ xyxy=(234,304,446,332)
rashifal-author-address: ମଙ୍ଗଳାପୁର ଶାସନ, କାକଟପୁର, ପୁରୀ xyxy=(1218,194,1376,207)
district-heading: ଝାରସୁଗୁଡ଼ା xyxy=(896,534,1111,562)
event-item: • ବହୁରାଙ୍କ ପୂଜା ଓ ସାମୂହିକ ଭୋଜି, ସ୍ଥାନ: ଦଶପଲ୍ଲା, ସମୟ: ପୂର୍ବାହ୍ନ ୧୧ଟା xyxy=(452,443,667,474)
event-item: • ଶ୍ରମିକ ସଂଘର ବୈଠକ, ସ୍ଥାନ: ସେକ୍ଟର-୧୯, ସମୟ: ଅପରାହ୍ନ ୩ଟା xyxy=(672,457,890,488)
event-item: • ମା' ମଙ୍ଗଳାଙ୍କ ମନ୍ଦିର ପ୍ରତିଷ୍ଠା ଉତ୍ସବ, ସ୍ଥାନ: ଆନନ୍ଦପୁର xyxy=(8,1114,226,1145)
zodiac-icon: ♍ xyxy=(1131,754,1179,802)
event-item: • ଶ୍ରୀ ଶ୍ରୀ ଜଗନ୍ନାଥ ମନ୍ଦିରରେ ବାର୍ଷିକ ଉତ୍ସବ, ସ୍ଥାନ: ବାଙ୍ଗିରିପୋଷି, ସମୟ: ସକାଳ ୮ଟା xyxy=(234,375,446,423)
event-item: • ଉତ୍କଳ ସଙ୍ଗୀତ ମହାବିଦ୍ୟାଳୟ ପକ୍ଷରୁ ଉତ୍କଳ ଗୌରବ ମଧୁସୂଦନ ଦାସଙ୍କ ଶ୍ରାଦ୍ଧ ଦିବସରେ ମହୋତ୍ସବ, ସ୍ଥାନ: ରବି ଟକିଜ ନିକଟ, ସମୟ: ପୂର୍ବାହ୍ନ ୧୦ଟା xyxy=(8,179,226,244)
